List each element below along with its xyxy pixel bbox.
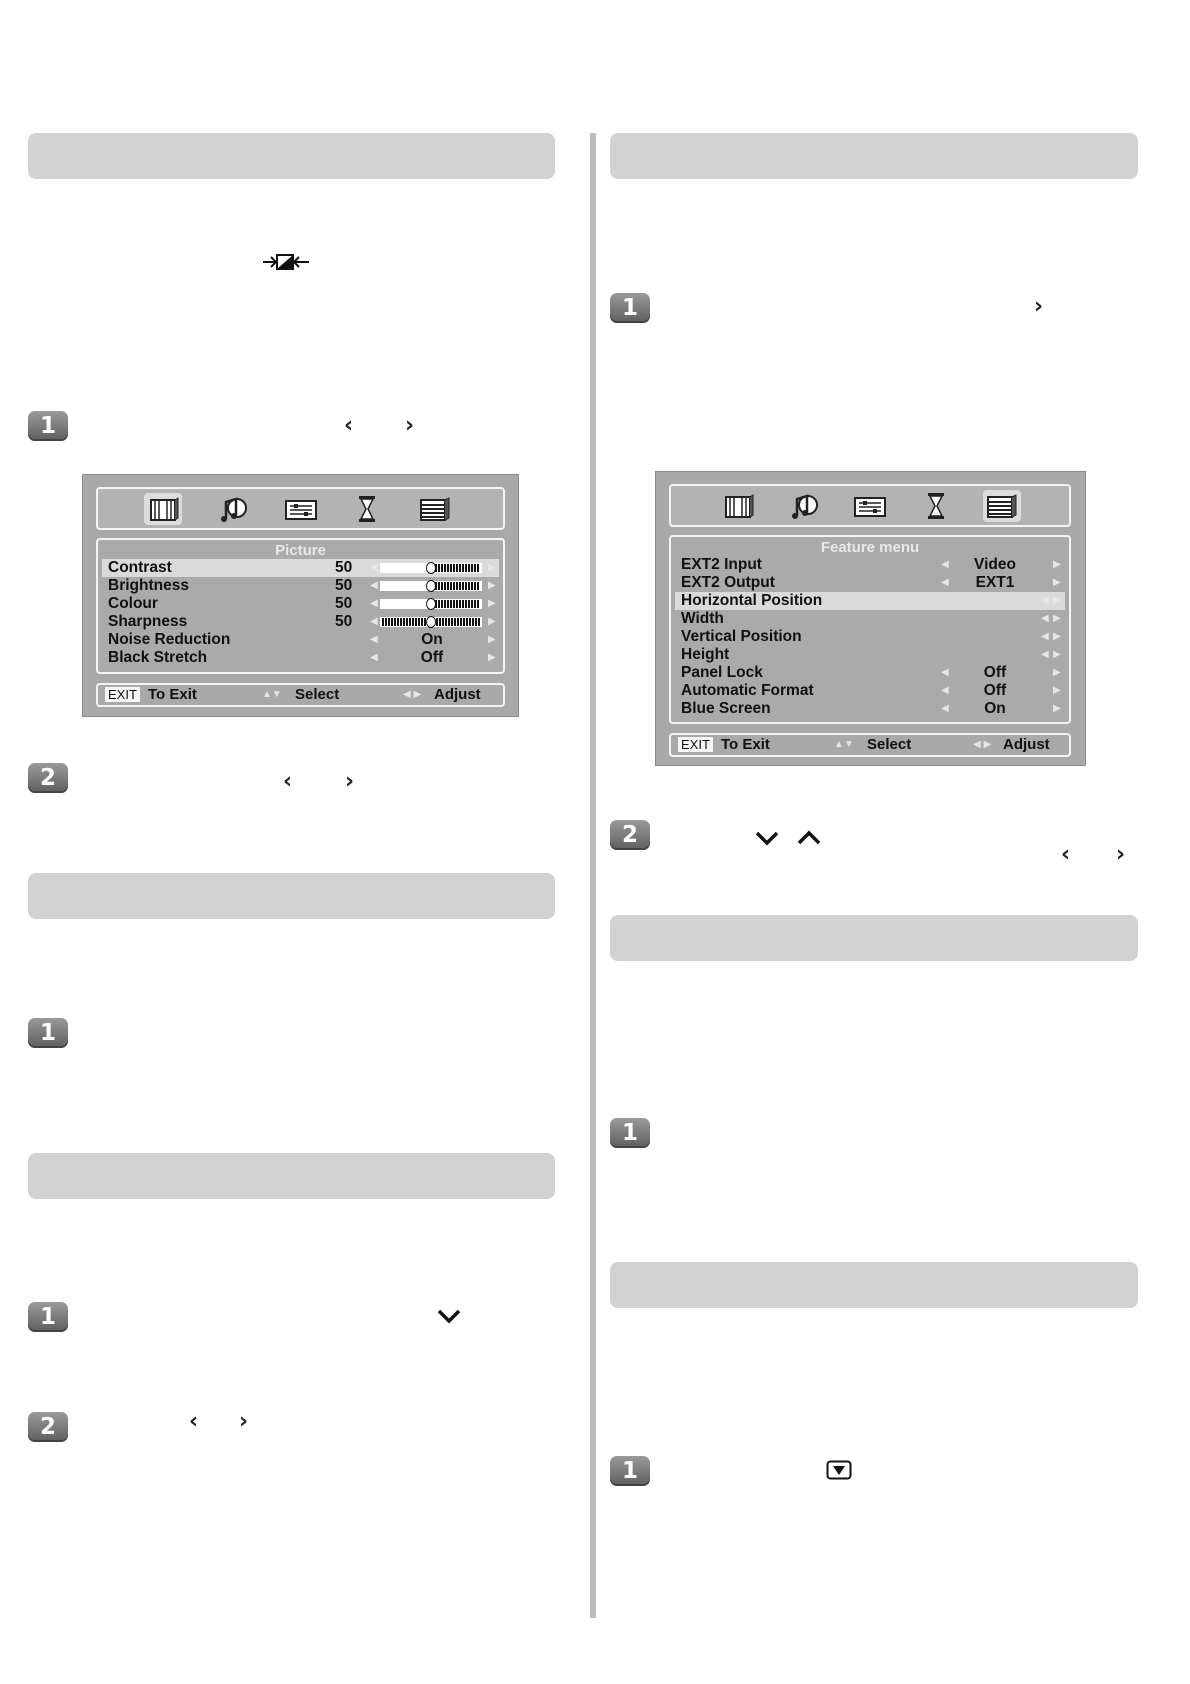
left-arrow-icon[interactable]: ◀ — [941, 667, 949, 678]
row-value: Off — [983, 664, 1007, 681]
left-arrow-icon[interactable]: ◀ — [1041, 649, 1049, 660]
row-value: Off — [420, 649, 444, 666]
right-arrow-icon[interactable]: ▶ — [1053, 613, 1061, 624]
right-arrow-icon[interactable]: ▶ — [1053, 649, 1061, 660]
right-arrow-icon[interactable]: ▶ — [1053, 577, 1061, 588]
menu-row-vertical-position[interactable] — [675, 628, 1065, 646]
step-1-badge: 1 — [610, 1456, 650, 1486]
right-arrow-icon[interactable]: ▶ — [1053, 685, 1061, 696]
left-arrow-icon[interactable]: ◀ — [1041, 595, 1049, 606]
step-2-badge: 2 — [28, 1412, 68, 1442]
left-arrow-icon: ‹ — [283, 769, 293, 794]
exit-label: To Exit — [721, 736, 770, 753]
section-header-bar — [28, 873, 555, 919]
left-arrow-icon[interactable]: ◀ — [370, 598, 378, 609]
row-value: 50 — [335, 577, 353, 594]
adjust-label: Adjust — [434, 686, 481, 703]
right-arrow-icon[interactable]: ▶ — [488, 634, 496, 645]
row-label: Automatic Format — [681, 682, 814, 699]
row-label: Contrast — [108, 559, 172, 576]
section-header-bar — [28, 133, 555, 179]
picture-menu-screen — [82, 474, 519, 717]
exit-key[interactable]: EXIT — [105, 687, 140, 702]
step-2-badge: 2 — [610, 820, 650, 850]
timer-icon[interactable] — [917, 490, 955, 522]
picture-icon[interactable] — [719, 490, 757, 522]
menu-row-brightness[interactable] — [102, 577, 499, 595]
left-arrow-icon[interactable]: ◀ — [370, 580, 378, 591]
sound-icon[interactable] — [785, 490, 823, 522]
right-arrow-icon[interactable]: ▶ — [1053, 703, 1061, 714]
right-arrow-icon: › — [405, 413, 415, 438]
menu-row-ext2-output[interactable] — [675, 574, 1065, 592]
row-label: Height — [681, 646, 730, 663]
left-arrow-icon[interactable]: ◀ — [370, 634, 378, 645]
select-label: Select — [867, 736, 912, 753]
left-arrow-icon[interactable]: ◀ — [370, 616, 378, 627]
right-arrow-icon[interactable]: ▶ — [488, 598, 496, 609]
select-label: Select — [295, 686, 340, 703]
menu-row-automatic-format[interactable] — [675, 682, 1065, 700]
menu-title: Picture — [275, 542, 326, 559]
row-value: Video — [974, 556, 1016, 573]
row-label: Noise Reduction — [108, 631, 231, 648]
up-arrow-icon — [797, 829, 821, 851]
left-arrow-icon[interactable]: ◀ — [370, 562, 378, 573]
row-label: Horizontal Position — [681, 592, 823, 609]
picture-icon[interactable] — [144, 493, 182, 525]
row-label: Black Stretch — [108, 649, 208, 666]
row-value: Off — [983, 682, 1007, 699]
menu-row-black-stretch[interactable] — [102, 649, 499, 667]
menu-row-sharpness[interactable] — [102, 613, 499, 631]
right-arrow-icon[interactable]: ▶ — [488, 562, 496, 573]
sound-icon[interactable] — [214, 493, 252, 525]
colour-slider[interactable] — [380, 599, 482, 609]
row-value: 50 — [335, 613, 353, 630]
step-1-badge: 1 — [610, 293, 650, 323]
row-value: 50 — [335, 595, 353, 612]
left-right-arrows-icon: ◀ ▶ — [403, 689, 422, 700]
left-arrow-icon[interactable]: ◀ — [1041, 631, 1049, 642]
menu-row-blue-screen[interactable] — [675, 700, 1065, 718]
menu-row-colour[interactable] — [102, 595, 499, 613]
left-arrow-icon: ‹ — [1061, 842, 1071, 867]
right-arrow-icon: › — [345, 769, 355, 794]
step-1-badge: 1 — [610, 1118, 650, 1148]
menu-icon-bar — [669, 484, 1071, 527]
right-arrow-icon[interactable]: ▶ — [1053, 667, 1061, 678]
row-label: Blue Screen — [681, 700, 771, 717]
feature-icon[interactable] — [416, 493, 454, 525]
left-arrow-icon[interactable]: ◀ — [370, 652, 378, 663]
left-arrow-icon[interactable]: ◀ — [941, 577, 949, 588]
left-arrow-icon[interactable]: ◀ — [941, 559, 949, 570]
row-value: On — [984, 700, 1006, 717]
menu-row-ext2-input[interactable] — [675, 556, 1065, 574]
row-value: On — [421, 631, 443, 648]
feature-icon[interactable] — [983, 490, 1021, 522]
section-header-bar — [28, 1153, 555, 1199]
menu-row-height[interactable] — [675, 646, 1065, 664]
feature-menu-screen — [655, 471, 1086, 766]
column-divider — [590, 133, 596, 1618]
row-label: Colour — [108, 595, 158, 612]
step-1-badge: 1 — [28, 411, 68, 441]
row-value: EXT1 — [975, 574, 1015, 591]
right-arrow-icon: › — [1034, 294, 1044, 319]
menu-row-width[interactable] — [675, 610, 1065, 628]
picture-menu-panel — [96, 538, 505, 674]
row-label: Width — [681, 610, 724, 627]
exit-label: To Exit — [148, 686, 197, 703]
section-header-bar — [610, 1262, 1138, 1308]
right-arrow-icon[interactable]: ▶ — [488, 580, 496, 591]
setup-icon[interactable] — [282, 493, 320, 525]
row-label: Panel Lock — [681, 664, 763, 681]
menu-title: Feature menu — [820, 539, 920, 556]
up-down-arrows-icon: ▲▼ — [834, 739, 854, 750]
section-header-bar — [610, 915, 1138, 961]
menu-footer — [669, 733, 1071, 757]
menu-row-noise-reduction[interactable] — [102, 631, 499, 649]
brightness-slider[interactable] — [380, 581, 482, 591]
down-arrow-icon — [755, 829, 779, 851]
feature-menu-panel — [669, 535, 1071, 724]
down-arrow-icon — [437, 1307, 461, 1329]
adjust-label: Adjust — [1003, 736, 1050, 753]
row-label: EXT2 Output — [681, 574, 775, 591]
timer-icon[interactable] — [348, 493, 386, 525]
row-label: EXT2 Input — [681, 556, 762, 573]
step-1-badge: 1 — [28, 1018, 68, 1048]
text-down-button-icon — [826, 1460, 852, 1485]
sharpness-slider[interactable] — [380, 617, 482, 627]
right-arrow-icon[interactable]: ▶ — [488, 616, 496, 627]
row-label: Sharpness — [108, 613, 188, 630]
menu-row-contrast[interactable] — [102, 559, 499, 577]
row-value: 50 — [335, 559, 353, 576]
menu-icon-bar — [96, 487, 505, 530]
left-arrow-icon[interactable]: ◀ — [941, 685, 949, 696]
right-arrow-icon: › — [1116, 842, 1126, 867]
step-2-badge: 2 — [28, 763, 68, 793]
menu-footer — [96, 683, 505, 707]
left-arrow-icon[interactable]: ◀ — [1041, 613, 1049, 624]
up-down-arrows-icon: ▲▼ — [262, 689, 282, 700]
right-arrow-icon[interactable]: ▶ — [1053, 559, 1061, 570]
left-arrow-icon[interactable]: ◀ — [941, 703, 949, 714]
right-arrow-icon: › — [239, 1409, 249, 1434]
setup-icon[interactable] — [851, 490, 889, 522]
contrast-slider[interactable] — [380, 563, 482, 573]
right-arrow-icon[interactable]: ▶ — [1053, 595, 1061, 606]
section-header-bar — [610, 133, 1138, 179]
menu-row-panel-lock[interactable] — [675, 664, 1065, 682]
step-1-badge: 1 — [28, 1302, 68, 1332]
exit-key[interactable]: EXIT — [678, 737, 713, 752]
contrast-symbol-icon — [262, 252, 310, 277]
row-label: Brightness — [108, 577, 189, 594]
left-arrow-icon: ‹ — [344, 413, 354, 438]
row-label: Vertical Position — [681, 628, 802, 645]
right-arrow-icon[interactable]: ▶ — [1053, 631, 1061, 642]
left-right-arrows-icon: ◀ ▶ — [973, 739, 992, 750]
left-arrow-icon: ‹ — [189, 1409, 199, 1434]
menu-row-horizontal-position[interactable] — [675, 592, 1065, 610]
right-arrow-icon[interactable]: ▶ — [488, 652, 496, 663]
